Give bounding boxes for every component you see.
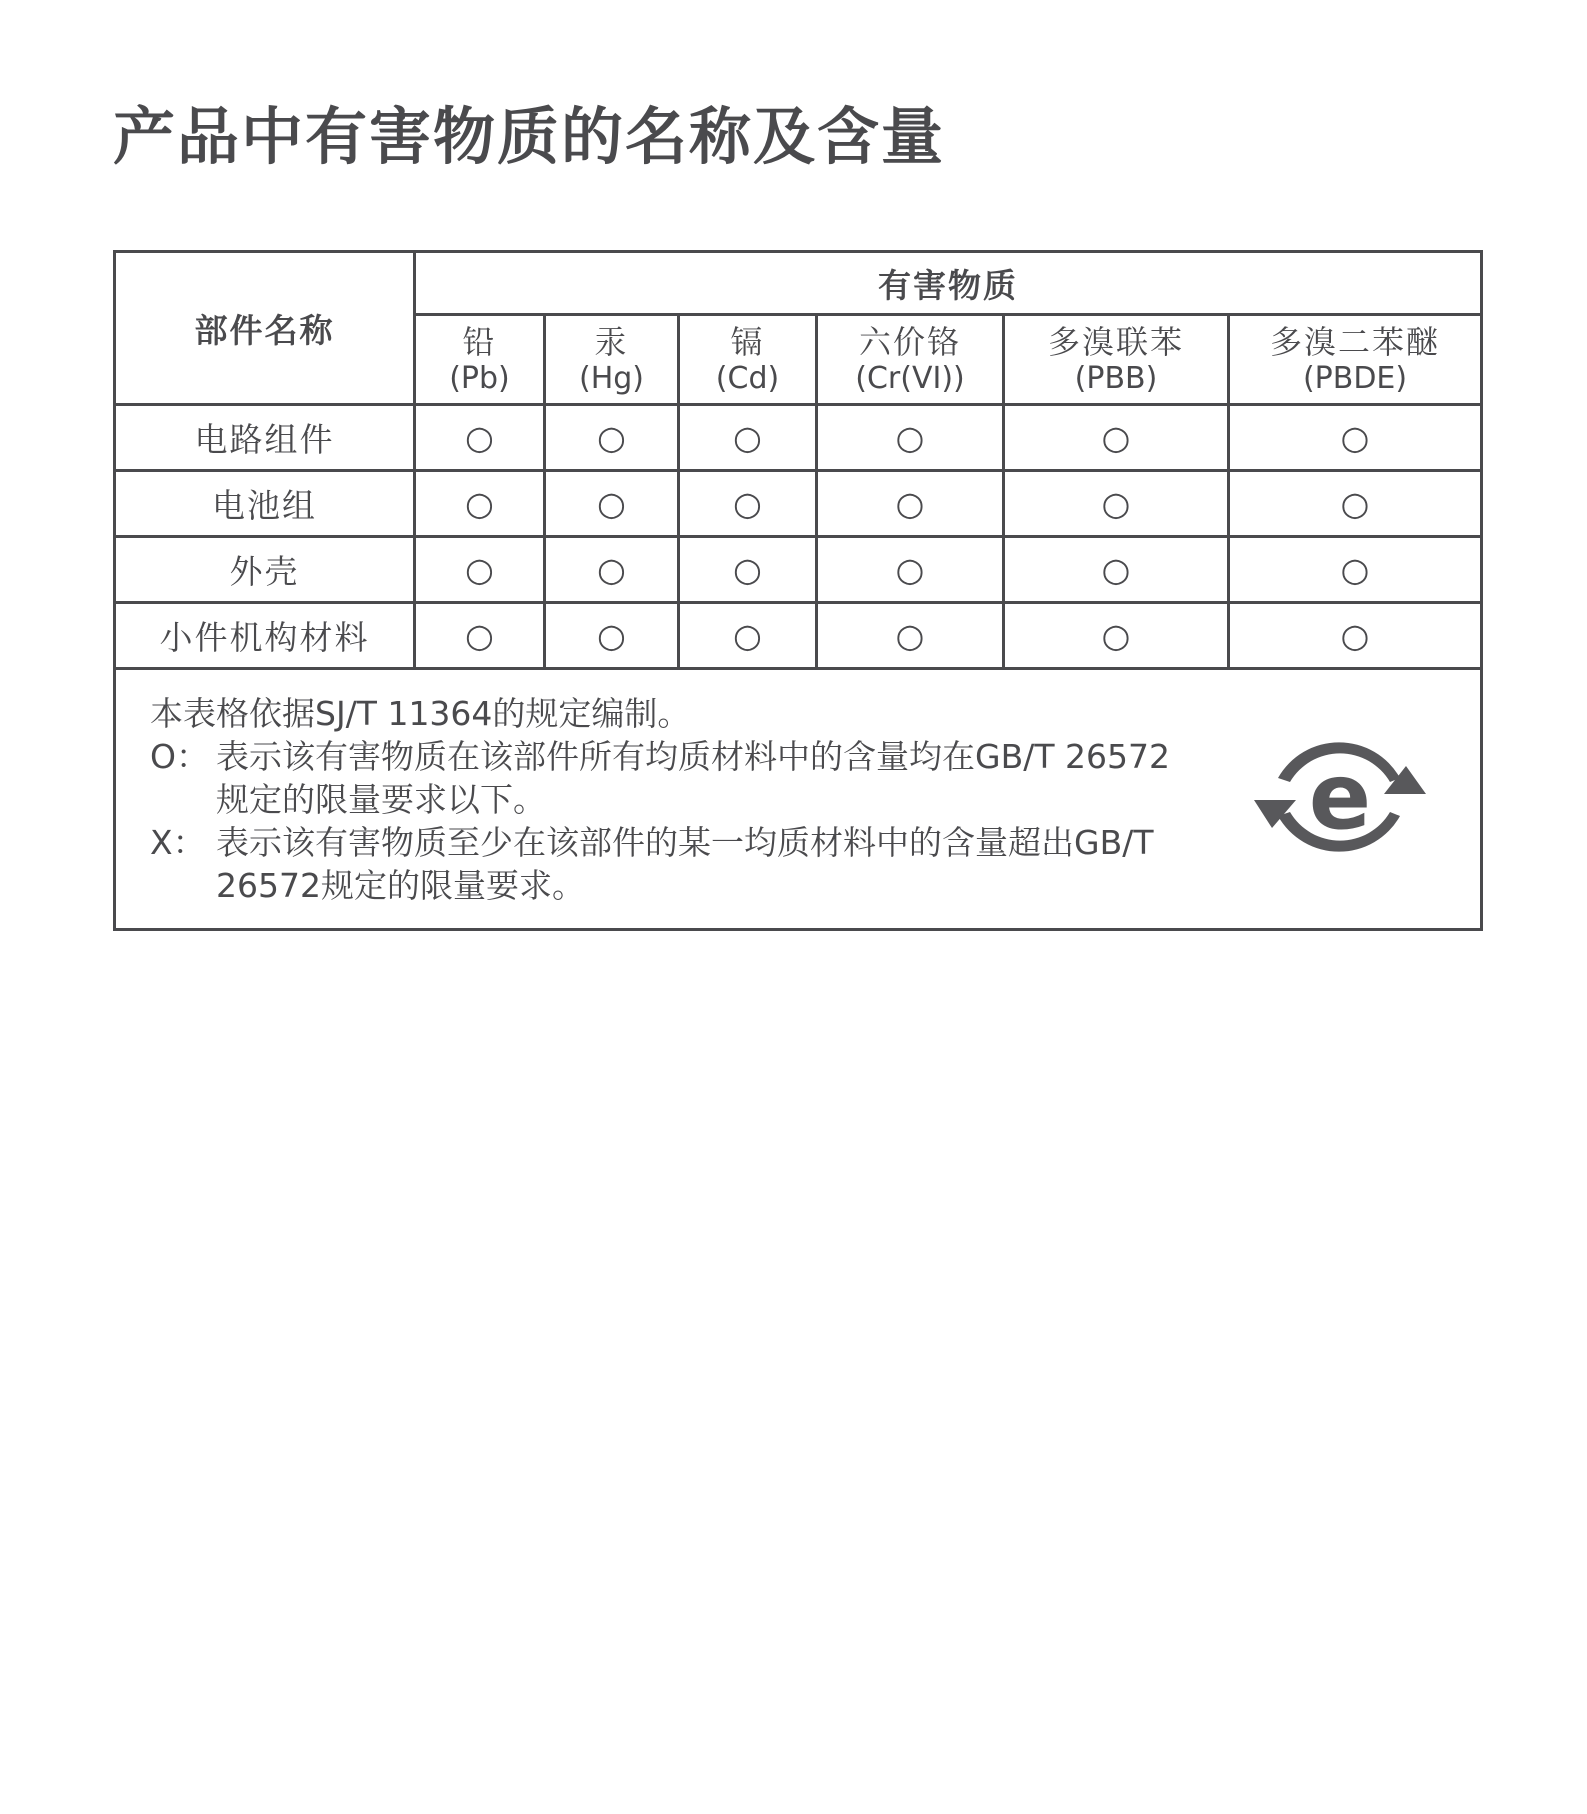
- mark-cell: [817, 537, 1004, 603]
- compliance-mark: ○: [1101, 484, 1131, 523]
- mark-cell: [1229, 537, 1482, 603]
- notes-cell: [115, 669, 1482, 930]
- mark-cell: [679, 405, 817, 471]
- notes-row: [115, 669, 1482, 930]
- hazardous-substance-table: [113, 250, 1483, 931]
- compliance-mark: ○: [1340, 616, 1370, 655]
- compliance-mark: ○: [1101, 418, 1131, 457]
- substance-header-hg: [545, 315, 679, 405]
- compliance-mark: ○: [1340, 484, 1370, 523]
- part-name: 小件机构材料: [159, 618, 370, 657]
- table-row: [115, 537, 1482, 603]
- part-name: 电路组件: [194, 420, 335, 459]
- mark-cell: [1004, 471, 1229, 537]
- mark-cell: [545, 471, 679, 537]
- mark-cell: [1229, 603, 1482, 669]
- mark-cell: [415, 537, 545, 603]
- compliance-mark: ○: [895, 418, 925, 457]
- part-name-header: [115, 252, 415, 405]
- table-row: [115, 603, 1482, 669]
- substance-name: 铅: [462, 322, 497, 361]
- compliance-mark: ○: [1340, 418, 1370, 457]
- part-name-cell: [115, 405, 415, 471]
- part-name: 外壳: [229, 552, 300, 591]
- compliance-mark: ○: [1101, 550, 1131, 589]
- table-row: [115, 471, 1482, 537]
- substance-name: 汞: [594, 322, 629, 361]
- note-o: [150, 735, 1176, 821]
- page-title: 产品中有害物质的名称及含量: [113, 100, 946, 173]
- mark-cell: [1004, 405, 1229, 471]
- hazardous-substances-header-label: 有害物质: [878, 265, 1019, 305]
- mark-cell: [817, 471, 1004, 537]
- mark-cell: [1004, 537, 1229, 603]
- part-name-cell: [115, 471, 415, 537]
- compliance-mark: ○: [465, 550, 494, 589]
- substance-header-cr6: [817, 315, 1004, 405]
- substance-header-pbde: [1229, 315, 1482, 405]
- part-name-cell: [115, 603, 415, 669]
- logo-letter: e: [1308, 743, 1372, 850]
- mark-cell: [679, 537, 817, 603]
- note-basis: 本表格依据SJ/T 11364的规定编制。: [150, 694, 691, 733]
- substance-symbol: (PBB): [1074, 360, 1158, 396]
- note-x-key: X：: [150, 823, 206, 862]
- compliance-mark: ○: [733, 418, 762, 457]
- note-x: [150, 821, 1176, 907]
- substance-header-pb: [415, 315, 545, 405]
- mark-cell: [545, 405, 679, 471]
- mark-cell: [817, 603, 1004, 669]
- substance-symbol: (Cr(VI)): [855, 360, 965, 396]
- header-row-group: [115, 252, 1482, 315]
- substance-name: 六价铬: [858, 322, 961, 361]
- mark-cell: [415, 405, 545, 471]
- note-o-key: O：: [150, 737, 209, 776]
- compliance-mark: ○: [733, 484, 762, 523]
- mark-cell: [1229, 471, 1482, 537]
- table-row: [115, 405, 1482, 471]
- mark-cell: [545, 603, 679, 669]
- substance-symbol: (PBDE): [1302, 360, 1408, 396]
- substance-name: 多溴联苯: [1047, 322, 1184, 361]
- note-o-text: 表示该有害物质在该部件所有均质材料中的含量均在GB/T 26572规定的限量要求以下。: [216, 737, 1170, 819]
- mark-cell: [415, 603, 545, 669]
- part-name-header-label: 部件名称: [194, 310, 335, 350]
- mark-cell: [679, 603, 817, 669]
- mark-cell: [679, 471, 817, 537]
- compliance-mark: ○: [597, 484, 626, 523]
- compliance-mark: ○: [597, 550, 626, 589]
- mark-cell: [1004, 603, 1229, 669]
- compliance-mark: ○: [895, 616, 925, 655]
- substance-header-pbb: [1004, 315, 1229, 405]
- substance-symbol: (Pb): [449, 360, 510, 396]
- notes-text: [150, 692, 1176, 907]
- mark-cell: [415, 471, 545, 537]
- mark-cell: [1229, 405, 1482, 471]
- substance-symbol: (Cd): [715, 360, 780, 396]
- hazardous-substances-header: [415, 252, 1482, 315]
- part-name: 电池组: [212, 486, 317, 525]
- compliance-mark: ○: [597, 616, 626, 655]
- compliance-mark: ○: [465, 616, 494, 655]
- note-x-text: 表示该有害物质至少在该部件的某一均质材料中的含量超出GB/T 26572规定的限量要求。: [216, 823, 1154, 905]
- environment-friendly-use-period-e-icon: [1250, 716, 1430, 886]
- compliance-mark: ○: [895, 484, 925, 523]
- substance-name: 多溴二苯醚: [1270, 322, 1441, 361]
- compliance-mark: ○: [465, 484, 494, 523]
- compliance-mark: ○: [1101, 616, 1131, 655]
- compliance-mark: ○: [597, 418, 626, 457]
- compliance-mark: ○: [733, 616, 762, 655]
- mark-cell: [817, 405, 1004, 471]
- compliance-mark: ○: [1340, 550, 1370, 589]
- substance-symbol: (Hg): [578, 360, 644, 396]
- substance-name: 镉: [730, 322, 765, 361]
- compliance-mark: ○: [895, 550, 925, 589]
- mark-cell: [545, 537, 679, 603]
- substance-header-cd: [679, 315, 817, 405]
- compliance-mark: ○: [465, 418, 494, 457]
- part-name-cell: [115, 537, 415, 603]
- compliance-mark: ○: [733, 550, 762, 589]
